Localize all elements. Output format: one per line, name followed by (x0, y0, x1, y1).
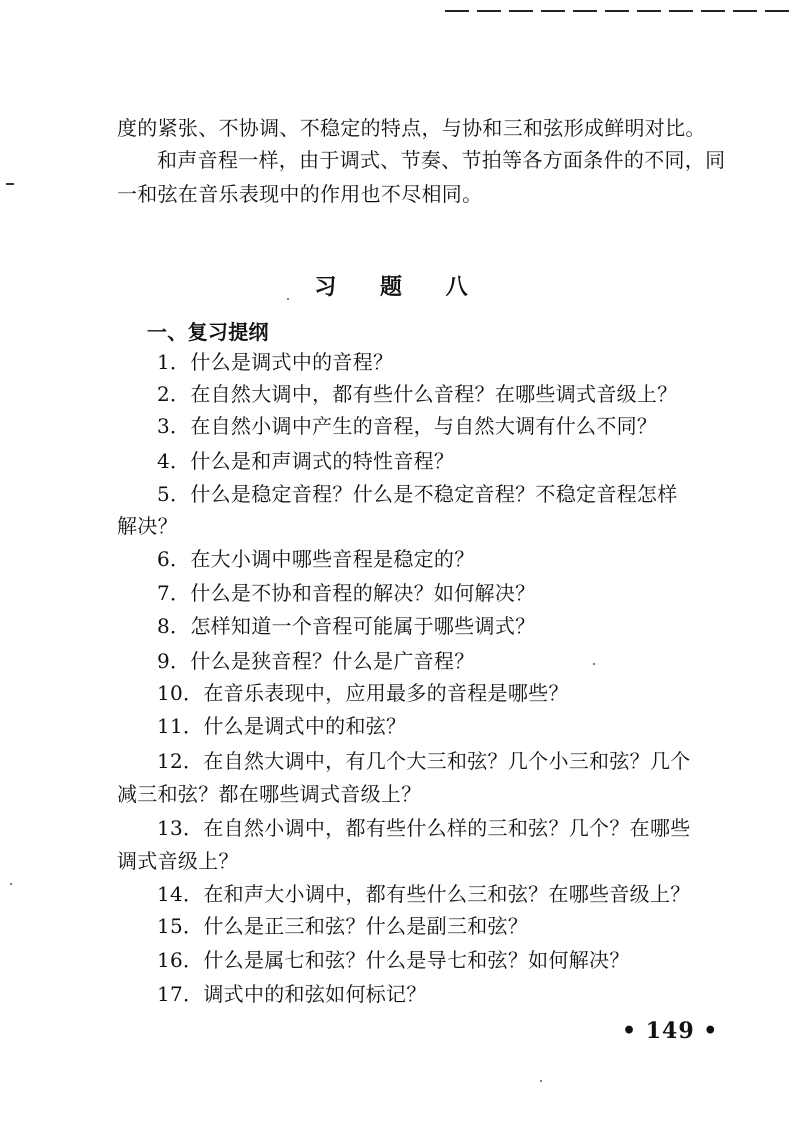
paragraph-line: 和声音程一样，由于调式、节奏、节拍等各方面条件的不同，同 (157, 148, 726, 172)
scan-speck (10, 883, 12, 885)
margin-mark (6, 183, 14, 185)
section-title: 一、复习提纲 (147, 320, 269, 344)
question-continuation: 解决？ (117, 514, 178, 538)
question-item: 13．在自然小调中，都有些什么样的三和弦？几个？在哪些 (157, 816, 691, 840)
question-item: 9．什么是狭音程？什么是广音程？ (157, 649, 475, 673)
question-item: 2．在自然大调中，都有些什么音程？在哪些调式音级上？ (157, 382, 678, 406)
question-item: 14．在和声大小调中，都有些什么三和弦？在哪些音级上？ (157, 882, 691, 906)
paragraph-line: 度的紧张、不协调、不稳定的特点，与协和三和弦形成鲜明对比。 (117, 116, 706, 140)
question-item: 5．什么是稳定音程？什么是不稳定音程？不稳定音程怎样 (157, 482, 678, 506)
question-item: 15．什么是正三和弦？什么是副三和弦？ (157, 914, 529, 938)
question-item: 16．什么是属七和弦？什么是导七和弦？如何解决？ (157, 948, 630, 972)
question-item: 17．调式中的和弦如何标记？ (157, 982, 427, 1006)
question-item: 1．什么是调式中的音程？ (157, 350, 394, 374)
question-item: 3．在自然小调中产生的音程，与自然大调有什么不同？ (157, 414, 658, 438)
question-item: 11．什么是调式中的和弦？ (157, 714, 407, 738)
scan-speck (540, 1080, 542, 1082)
top-edge-dashes (445, 0, 800, 20)
question-item: 8．怎样知道一个音程可能属于哪些调式？ (157, 614, 536, 638)
question-item: 4．什么是和声调式的特性音程？ (157, 449, 455, 473)
question-item: 6．在大小调中哪些音程是稳定的？ (157, 547, 475, 571)
scan-speck (593, 663, 595, 665)
exercise-heading: 习 题 八 (314, 274, 486, 300)
question-continuation: 调式音级上？ (117, 849, 239, 873)
question-item: 10．在音乐表现中，应用最多的音程是哪些？ (157, 681, 569, 705)
page-number: • 149 • (622, 1018, 719, 1044)
scan-speck (287, 298, 289, 300)
question-item: 12．在自然大调中，有几个大三和弦？几个小三和弦？几个 (157, 749, 691, 773)
question-continuation: 减三和弦？都在哪些调式音级上？ (117, 782, 422, 806)
question-item: 7．什么是不协和音程的解决？如何解决？ (157, 581, 536, 605)
paragraph-line: 一和弦在音乐表现中的作用也不尽相同。 (117, 182, 483, 206)
